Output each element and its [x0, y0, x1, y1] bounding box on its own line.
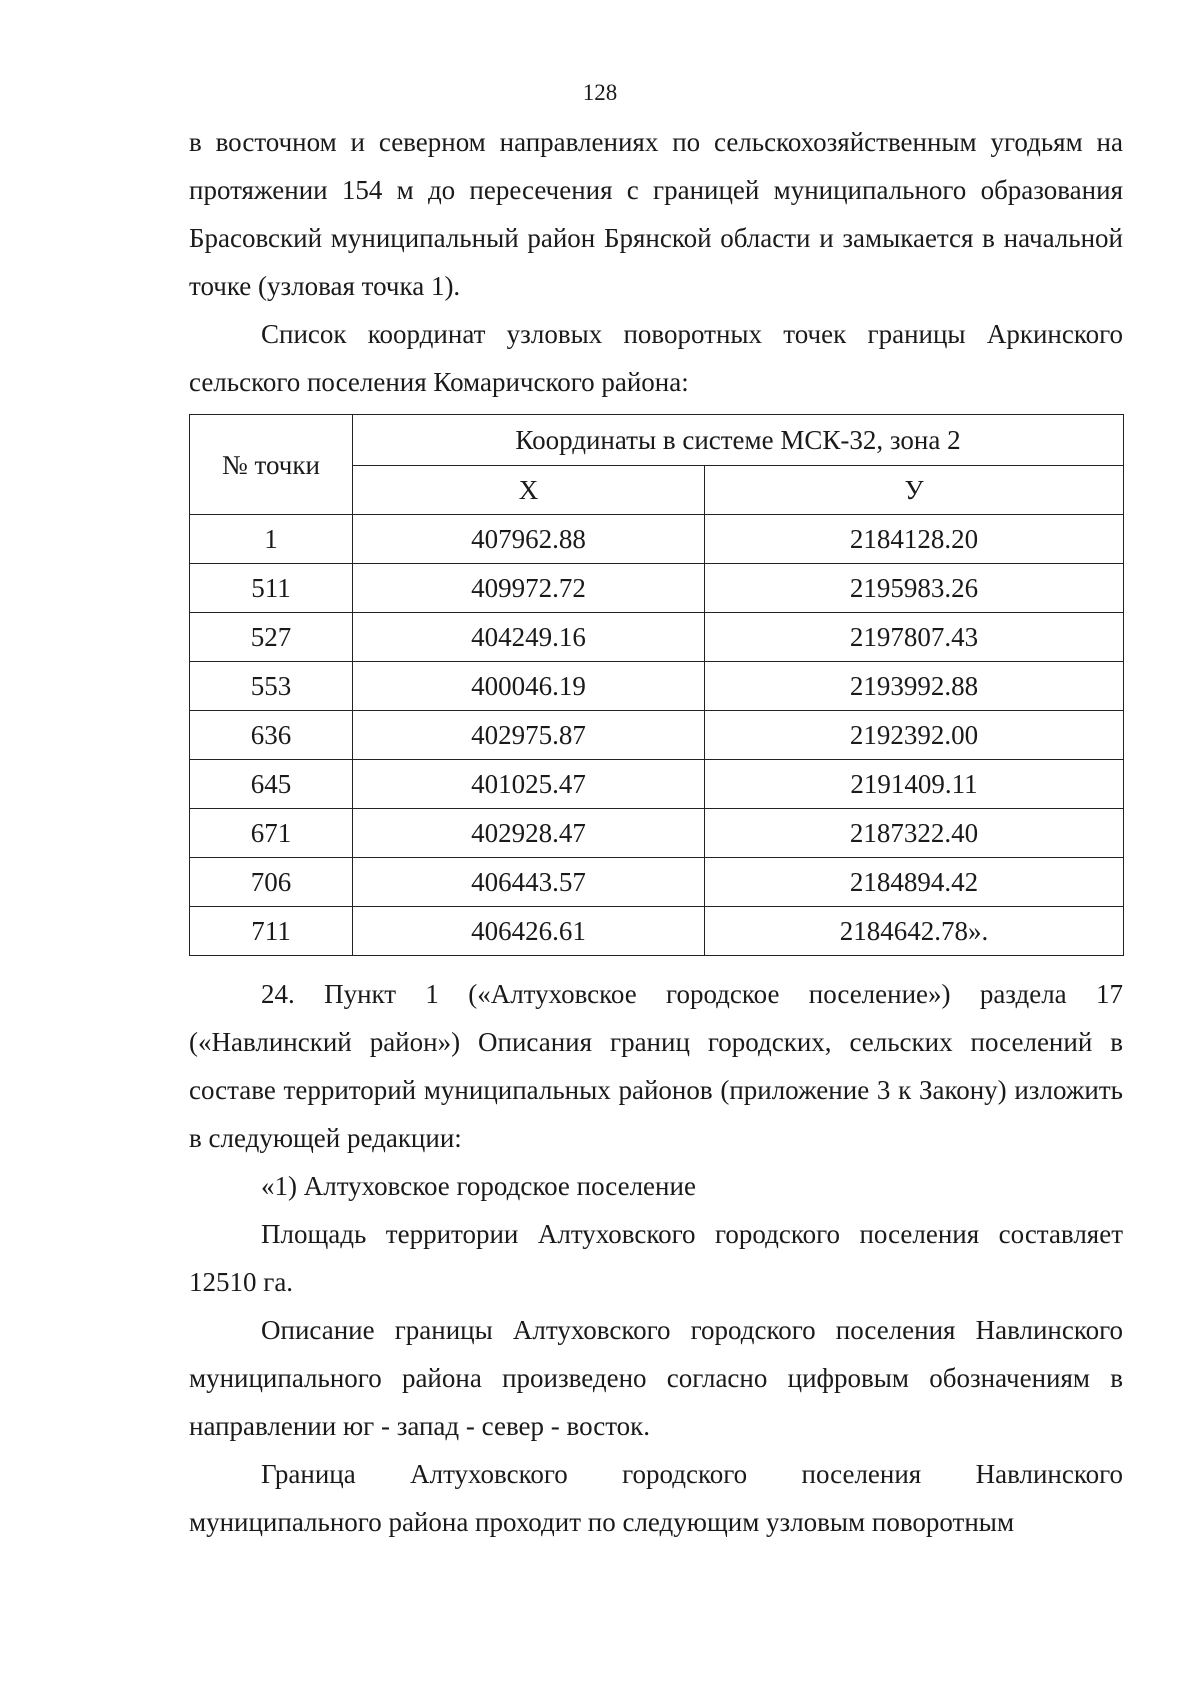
document-body: [189, 118, 1123, 1546]
x-coordinate-cell: 402975.87: [353, 711, 705, 760]
point-number-cell: 645: [190, 760, 353, 809]
point-number-cell: 553: [190, 662, 353, 711]
table-row: [190, 613, 1124, 662]
table-row: [190, 662, 1124, 711]
point-number-cell: 511: [190, 564, 353, 613]
header-x: Х: [353, 466, 705, 515]
x-coordinate-cell: 406426.61: [353, 907, 705, 956]
table-row: [190, 564, 1124, 613]
paragraph: Список координат узловых поворотных точек границы Аркинского сельского поселения Комаричского района:: [189, 319, 1123, 397]
point-number-cell: 711: [190, 907, 353, 956]
y-coordinate-cell: 2184894.42: [705, 858, 1124, 907]
point-number-cell: 636: [190, 711, 353, 760]
header-y: У: [705, 466, 1124, 515]
point-number-cell: 671: [190, 809, 353, 858]
point-number-cell: 527: [190, 613, 353, 662]
table-row: [190, 760, 1124, 809]
paragraph: «1) Алтуховское городское поселение: [261, 1171, 696, 1201]
y-coordinate-cell: 2191409.11: [705, 760, 1124, 809]
x-coordinate-cell: 409972.72: [353, 564, 705, 613]
table-row: [190, 858, 1124, 907]
x-coordinate-cell: 406443.57: [353, 858, 705, 907]
y-coordinate-cell: 2195983.26: [705, 564, 1124, 613]
y-coordinate-cell: 2192392.00: [705, 711, 1124, 760]
table-row: [190, 907, 1124, 956]
paragraph: 24. Пункт 1 («Алтуховское городское поселение») раздела 17 («Навлинский район») Описания границ городских, сельских поселений в составе территорий муниципальных районов (приложение 3 к Закону) изложить в следующей редакции:: [189, 979, 1123, 1153]
page-number: 128: [582, 80, 618, 105]
table-row: [190, 515, 1124, 564]
coordinates-table: [189, 414, 1124, 956]
paragraph: Описание границы Алтуховского городского поселения Навлинского муниципального района произведено согласно цифровым обозначениям в направлении юг - запад - север - восток.: [189, 1315, 1123, 1441]
x-coordinate-cell: 407962.88: [353, 515, 705, 564]
paragraph: Граница Алтуховского городского поселения Навлинского муниципального района проходит по следующим узловым поворотным: [189, 1459, 1123, 1537]
header-coordinate-system: Координаты в системе МСК-32, зона 2: [353, 415, 1124, 466]
y-coordinate-cell: 2193992.88: [705, 662, 1124, 711]
top-paragraphs: [189, 118, 1123, 406]
bottom-paragraphs: [189, 970, 1123, 1546]
point-number-cell: 1: [190, 515, 353, 564]
x-coordinate-cell: 401025.47: [353, 760, 705, 809]
x-coordinate-cell: 402928.47: [353, 809, 705, 858]
table-row: [190, 711, 1124, 760]
paragraph: Площадь территории Алтуховского городского поселения составляет 12510 га.: [189, 1219, 1123, 1297]
y-coordinate-cell: 2184128.20: [705, 515, 1124, 564]
y-coordinate-cell: 2184642.78».: [705, 907, 1124, 956]
x-coordinate-cell: 400046.19: [353, 662, 705, 711]
y-coordinate-cell: 2187322.40: [705, 809, 1124, 858]
y-coordinate-cell: 2197807.43: [705, 613, 1124, 662]
header-point-number: № точки: [190, 415, 353, 515]
paragraph: в восточном и северном направлениях по сельскохозяйственным угодьям на протяжении 154 м до пересечения с границей муниципального образования Брасовский муниципальный район Брянской области и замыкается в начальной точке (узловая точка 1).: [189, 127, 1123, 301]
coordinates-table-body: [190, 515, 1124, 956]
point-number-cell: 706: [190, 858, 353, 907]
x-coordinate-cell: 404249.16: [353, 613, 705, 662]
table-row: [190, 809, 1124, 858]
